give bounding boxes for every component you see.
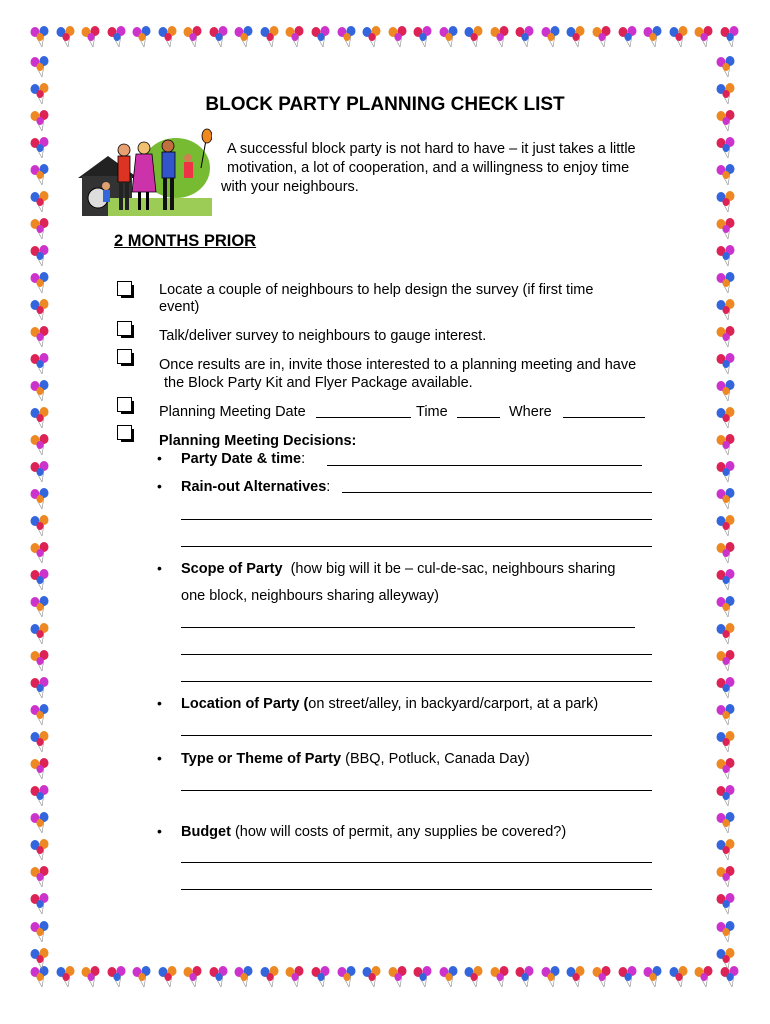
balloon-icon (513, 966, 537, 988)
balloon-icon (616, 26, 640, 48)
intro-line-2: motivation, a lot of cooperation, and a willingness to enjoy time (227, 160, 630, 176)
balloon-icon (232, 966, 256, 988)
rainout-suffix: : (326, 479, 331, 495)
balloon-icon (714, 731, 738, 753)
balloon-icon (54, 26, 78, 48)
balloon-border-top (28, 26, 742, 54)
meeting-time-blank[interactable] (457, 417, 500, 418)
balloon-icon (283, 26, 307, 48)
balloon-icon (714, 677, 738, 699)
balloon-icon (309, 966, 333, 988)
balloon-icon (28, 596, 52, 618)
balloon-icon (79, 966, 103, 988)
balloon-icon (54, 966, 78, 988)
balloon-icon (714, 218, 738, 240)
meeting-where-blank[interactable] (563, 417, 645, 418)
party-date-item (181, 450, 305, 468)
balloon-icon (714, 353, 738, 375)
balloon-icon (360, 26, 384, 48)
balloon-icon (714, 164, 738, 186)
balloon-icon (714, 515, 738, 537)
balloon-icon (714, 299, 738, 321)
balloon-icon (309, 26, 333, 48)
task-checkbox-5[interactable] (117, 425, 134, 442)
balloon-icon (258, 26, 282, 48)
balloon-icon (28, 677, 52, 699)
balloon-icon (28, 56, 52, 78)
balloon-icon (335, 26, 359, 48)
balloon-icon (130, 26, 154, 48)
balloon-icon (714, 704, 738, 726)
task-checkbox-1[interactable] (117, 281, 134, 298)
balloon-icon (28, 191, 52, 213)
scope-label: Scope of Party (181, 561, 283, 577)
task-3-line-2: the Block Party Kit and Flyer Package available. (164, 375, 473, 391)
budget-blank-1[interactable] (181, 862, 652, 863)
balloon-icon (386, 26, 410, 48)
balloon-icon (130, 966, 154, 988)
balloon-icon (28, 893, 52, 915)
rainout-label: Rain-out Alternatives (181, 479, 327, 495)
balloon-icon (714, 948, 738, 970)
balloon-icon (181, 26, 205, 48)
balloon-icon (105, 26, 129, 48)
budget-item (181, 823, 566, 841)
balloon-icon (692, 26, 716, 48)
task-checkbox-3[interactable] (117, 349, 134, 366)
balloon-icon (207, 966, 231, 988)
balloon-icon (564, 26, 588, 48)
balloon-icon (462, 26, 486, 48)
party-date-suffix: : (301, 451, 306, 467)
scope-desc-2: one block, neighbours sharing alleyway) (181, 588, 439, 604)
balloon-border-right (714, 56, 742, 970)
balloon-icon (437, 966, 461, 988)
balloon-icon (283, 966, 307, 988)
bullet-icon: • (157, 450, 162, 466)
section-heading: 2 MONTHS PRIOR (114, 232, 257, 250)
page-title: BLOCK PARTY PLANNING CHECK LIST (205, 94, 565, 115)
balloon-icon (28, 137, 52, 159)
balloon-icon (335, 966, 359, 988)
meeting-date-blank[interactable] (316, 417, 411, 418)
bullet-icon: • (157, 560, 162, 576)
location-item (181, 695, 598, 713)
balloon-icon (360, 966, 384, 988)
intro-line-1: A successful block party is not hard to have – it just takes a little (227, 141, 636, 157)
balloon-icon (28, 326, 52, 348)
balloon-icon (28, 650, 52, 672)
balloon-icon (28, 353, 52, 375)
meeting-date-label: Planning Meeting Date (159, 404, 306, 420)
balloon-icon (590, 966, 614, 988)
balloon-icon (714, 542, 738, 564)
bullet-icon: • (157, 823, 162, 839)
balloon-icon (28, 569, 52, 591)
intro-paragraph (221, 140, 661, 197)
balloon-icon (28, 839, 52, 861)
balloon-icon (462, 966, 486, 988)
balloon-icon (437, 26, 461, 48)
balloon-icon (28, 866, 52, 888)
task-checkbox-4[interactable] (117, 397, 134, 414)
balloon-icon (28, 948, 52, 970)
balloon-icon (28, 164, 52, 186)
bullet-icon: • (157, 695, 162, 711)
balloon-icon (714, 191, 738, 213)
balloon-icon (714, 137, 738, 159)
bullet-icon: • (157, 478, 162, 494)
meeting-where-label: Where (509, 404, 552, 420)
rainout-blank-1[interactable] (342, 492, 652, 493)
location-blank[interactable] (181, 735, 652, 736)
balloon-icon (718, 26, 742, 48)
decisions-heading: Planning Meeting Decisions: (159, 433, 357, 449)
balloon-icon (28, 461, 52, 483)
balloon-icon (714, 839, 738, 861)
scope-desc: (how big will it be – cul-de-sac, neighbours sharing (290, 561, 616, 577)
balloon-icon (714, 623, 738, 645)
balloon-icon (181, 966, 205, 988)
task-checkbox-2[interactable] (117, 321, 134, 338)
balloon-icon (714, 407, 738, 429)
scope-item (181, 560, 615, 578)
balloon-icon (714, 785, 738, 807)
balloon-icon (386, 966, 410, 988)
balloon-border-bottom (28, 966, 742, 994)
balloon-icon (28, 380, 52, 402)
balloon-icon (667, 26, 691, 48)
balloon-icon (714, 596, 738, 618)
task-2-text: Talk/deliver survey to neighbours to gauge interest. (159, 328, 487, 344)
balloon-icon (714, 569, 738, 591)
task-1-line-1: Locate a couple of neighbours to help design the survey (if first time (159, 282, 594, 298)
balloon-icon (28, 731, 52, 753)
balloon-icon (714, 866, 738, 888)
balloon-icon (539, 966, 563, 988)
scope-blank-3[interactable] (181, 681, 652, 682)
type-item (181, 750, 530, 768)
type-desc: (BBQ, Potluck, Canada Day) (345, 751, 530, 767)
meeting-time-label: Time (416, 404, 448, 420)
balloon-icon (28, 704, 52, 726)
budget-desc: (how will costs of permit, any supplies be covered?) (234, 824, 567, 840)
balloon-icon (714, 488, 738, 510)
balloon-icon (28, 434, 52, 456)
rainout-blank-2[interactable] (181, 519, 652, 520)
balloon-icon (641, 966, 665, 988)
balloon-icon (28, 218, 52, 240)
bullet-icon: • (157, 750, 162, 766)
balloon-icon (616, 966, 640, 988)
balloon-icon (28, 407, 52, 429)
location-desc: on street/alley, in backyard/carport, at a park) (308, 696, 599, 712)
balloon-icon (156, 26, 180, 48)
balloon-icon (714, 245, 738, 267)
type-label: Type or Theme of Party (181, 751, 342, 767)
balloon-icon (79, 26, 103, 48)
balloon-icon (411, 966, 435, 988)
budget-blank-2[interactable] (181, 889, 652, 890)
balloon-icon (714, 380, 738, 402)
balloon-icon (714, 434, 738, 456)
rainout-blank-3[interactable] (181, 546, 652, 547)
balloon-icon (714, 893, 738, 915)
balloon-icon (28, 515, 52, 537)
type-blank[interactable] (181, 790, 652, 791)
scope-blank-1[interactable] (181, 627, 635, 628)
balloon-icon (105, 966, 129, 988)
balloon-icon (28, 26, 52, 48)
balloon-icon (28, 488, 52, 510)
balloon-icon (488, 26, 512, 48)
balloon-icon (232, 26, 256, 48)
balloon-icon (28, 812, 52, 834)
party-date-blank[interactable] (327, 465, 642, 466)
balloon-icon (28, 272, 52, 294)
balloon-icon (714, 921, 738, 943)
balloon-icon (207, 26, 231, 48)
balloon-icon (28, 921, 52, 943)
balloon-icon (692, 966, 716, 988)
balloon-icon (714, 461, 738, 483)
balloon-icon (714, 326, 738, 348)
balloon-icon (156, 966, 180, 988)
location-label: Location of Party ( (181, 696, 309, 712)
party-date-label: Party Date & time (181, 451, 302, 467)
balloon-icon (28, 542, 52, 564)
intro-line-3: with your neighbours. (221, 179, 359, 195)
task-3-line-1: Once results are in, invite those interested to a planning meeting and have (159, 357, 637, 373)
balloon-icon (411, 26, 435, 48)
rainout-item (181, 478, 330, 496)
balloon-icon (28, 299, 52, 321)
balloon-icon (28, 623, 52, 645)
balloon-icon (488, 966, 512, 988)
task-1-line-2: event) (159, 299, 200, 315)
balloon-icon (28, 785, 52, 807)
balloon-icon (667, 966, 691, 988)
balloon-border-left (28, 56, 56, 970)
balloon-icon (258, 966, 282, 988)
family-party-clipart (78, 128, 212, 216)
balloon-icon (513, 26, 537, 48)
budget-label: Budget (181, 824, 231, 840)
balloon-icon (714, 56, 738, 78)
balloon-icon (28, 245, 52, 267)
balloon-icon (714, 650, 738, 672)
balloon-icon (28, 758, 52, 780)
balloon-icon (714, 758, 738, 780)
scope-blank-2[interactable] (181, 654, 652, 655)
balloon-icon (539, 26, 563, 48)
balloon-icon (641, 26, 665, 48)
balloon-icon (714, 272, 738, 294)
balloon-icon (714, 812, 738, 834)
balloon-icon (590, 26, 614, 48)
balloon-icon (564, 966, 588, 988)
